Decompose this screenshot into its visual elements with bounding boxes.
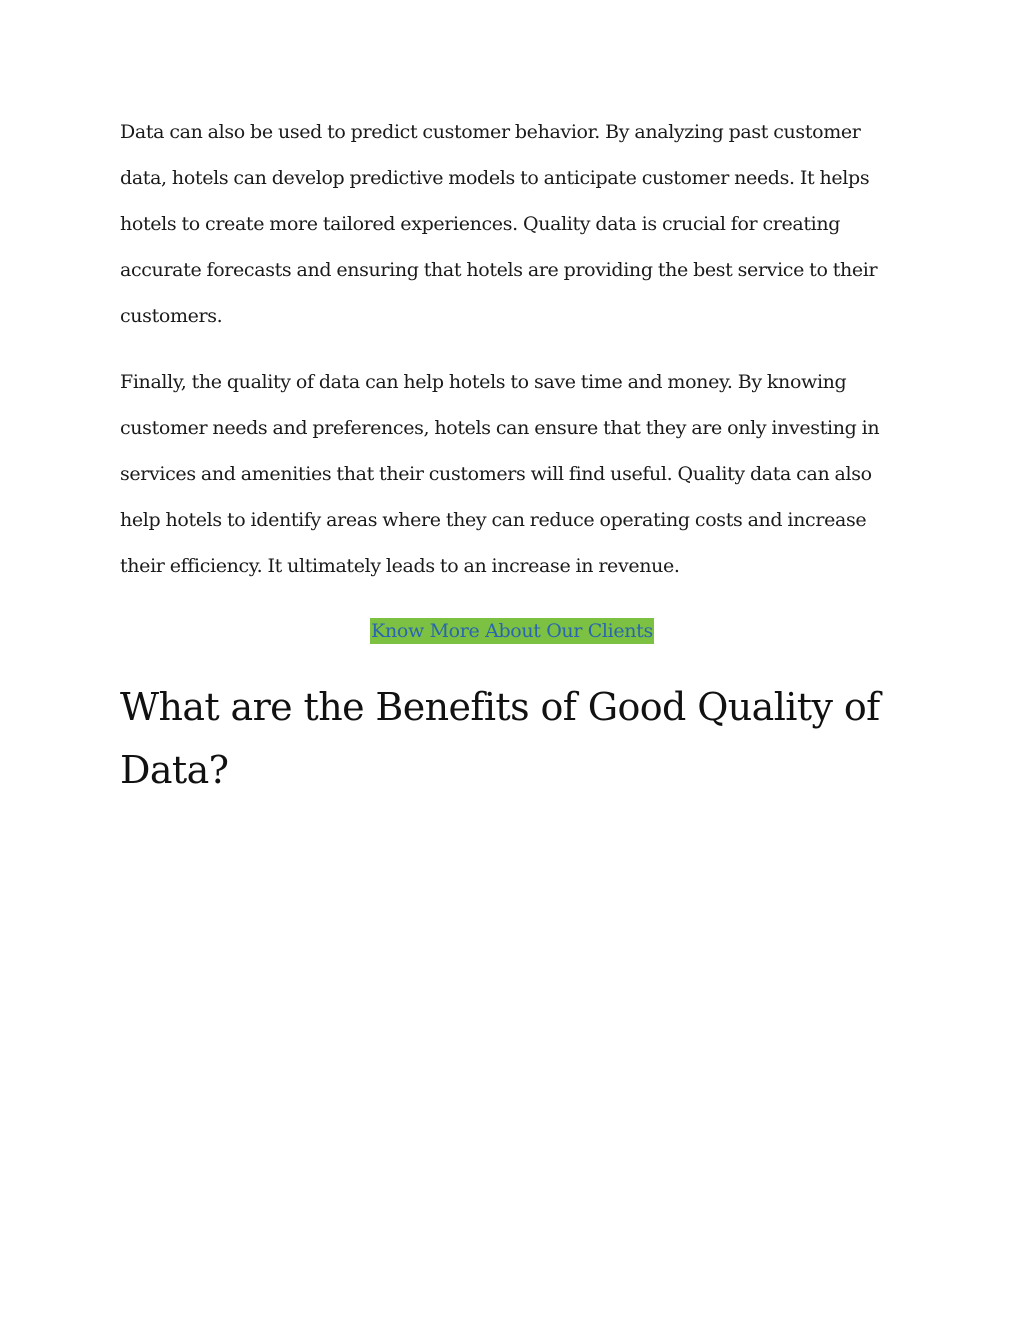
know-more-clients-link[interactable]: Know More About Our Clients: [371, 620, 653, 642]
body-paragraph: Data can also be used to predict customer behavior. By analyzing past customer data, hotels can develop predictive models to anticipate customer needs. It helps hotels to create more tailored experiences. Quality data is crucial for creating accurate forecasts and ensuring that hotels are providing the best service to their customers.: [120, 121, 878, 327]
body-paragraph: Finally, the quality of data can help hotels to save time and money. By knowing customer needs and preferences, hotels can ensure that they are only investing in services and amenities that their customers will find useful. Quality data can also help hotels to identify areas where they can reduce operating costs and increase their efficiency. It ultimately leads to an increase in revenue.: [120, 371, 880, 577]
section-heading: What are the Benefits of Good Quality of Data?: [120, 685, 880, 792]
link-container: [120, 618, 904, 644]
